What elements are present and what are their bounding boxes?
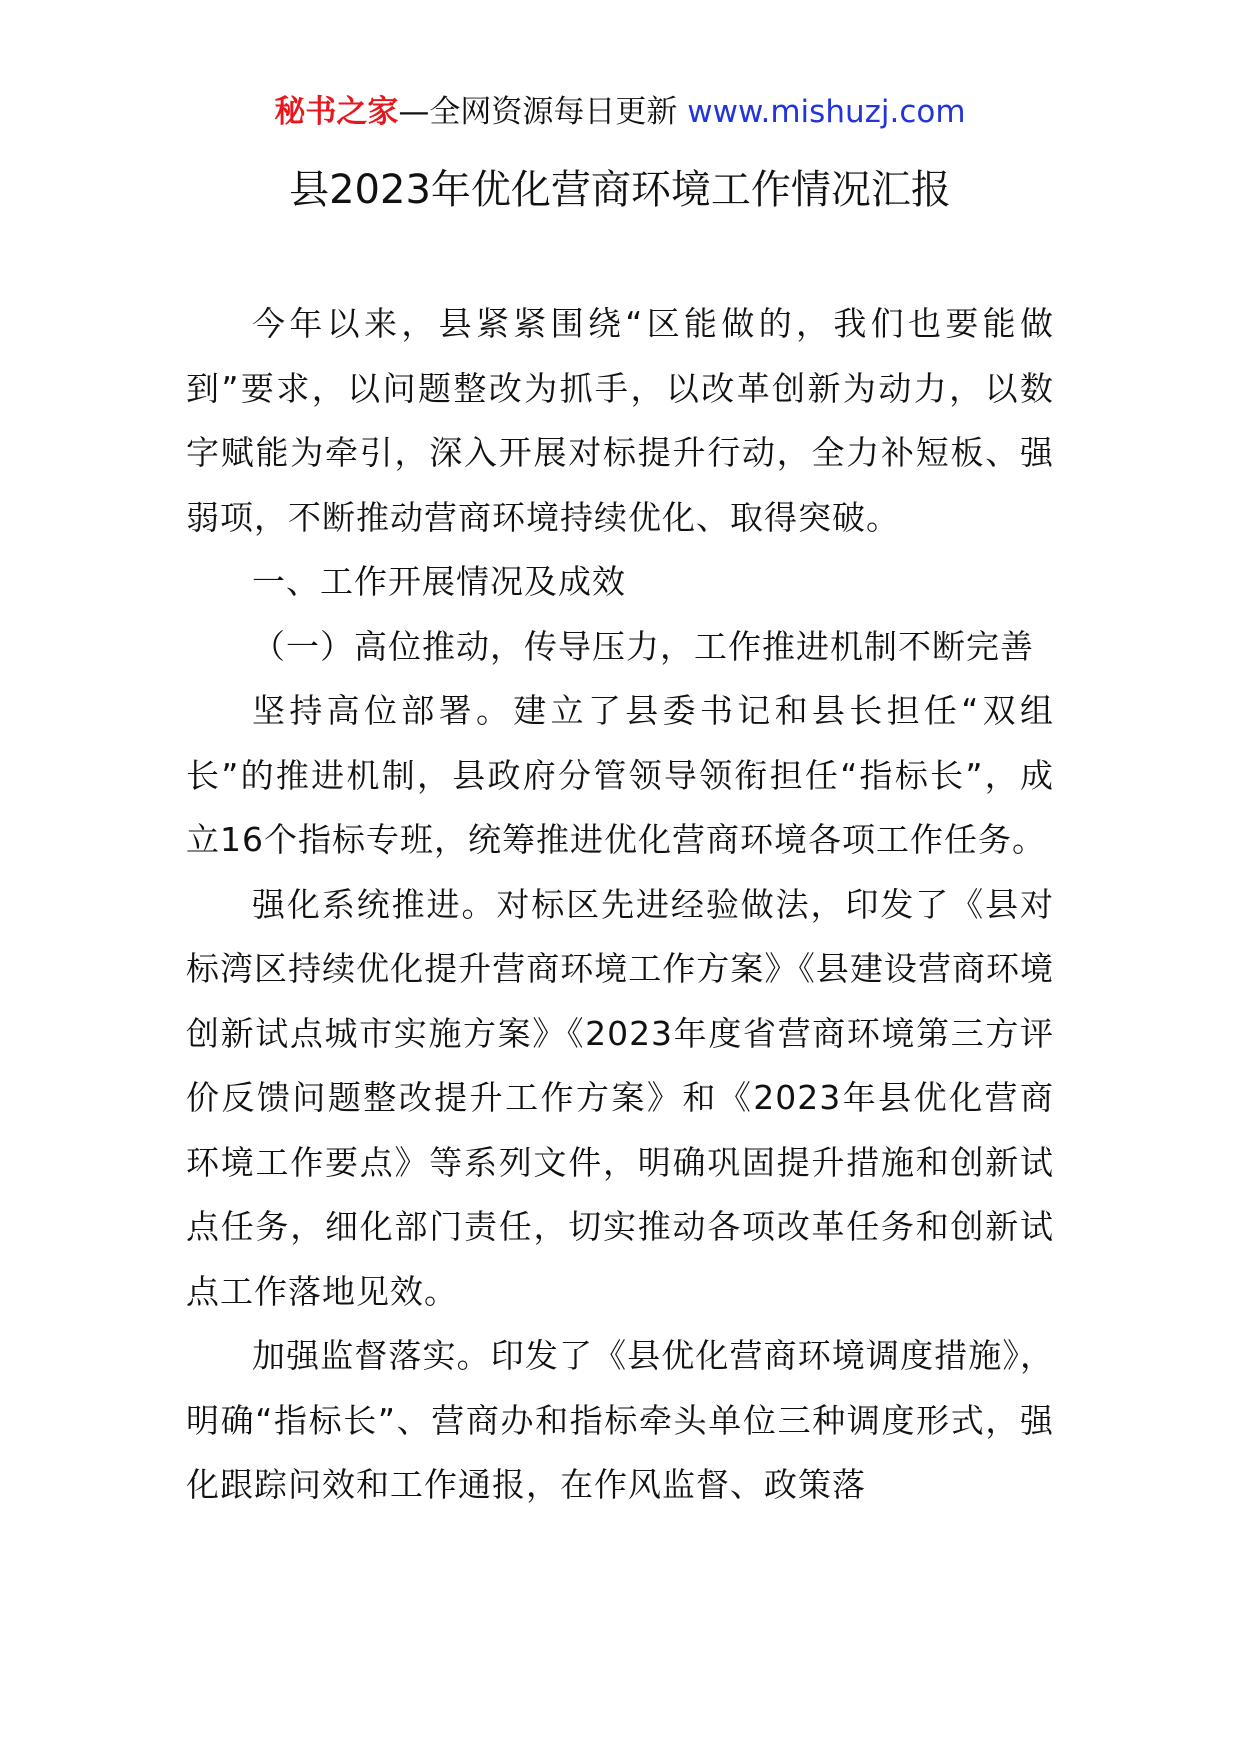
paragraph-system-advancement: 强化系统推进。对标区先进经验做法，印发了《县对标湾区持续优化提升营商环境工作方案》《县建设营商环境创新试点城市实施方案》《2023年度省营商环境第三方评价反馈问题整改提升工作方案》和《2023年县优化营商环境工作要点》等系列文件，明确巩固提升措施和创新试点任务，细化部门责任，切实推动各项改革任务和创新试点工作落地见效。 (186, 884, 1054, 1311)
paragraph-supervision: 加强监督落实。印发了《县优化营商环境调度措施》，明确“指标长”、营商办和指标牵头单位三种调度形式，强化跟踪问效和工作通报，在作风监督、政策落 (186, 1336, 1054, 1504)
document-title: 县2023年优化营商环境工作情况汇报 (289, 167, 951, 213)
site-slogan: —全网资源每日更新 (398, 94, 688, 130)
paragraph-intro: 今年以来，县紧紧围绕“区能做的，我们也要能做到”要求，以问题整改为抓手，以改革创新为动力，以数字赋能为牵引，深入开展对标提升行动，全力补短板、强弱项，不断推动营商环境持续优化、取得突破。 (186, 304, 1054, 537)
document-body (186, 292, 1054, 1518)
section-heading-1: 一、工作开展情况及成效 (252, 562, 626, 601)
subsection-heading-1: （一）高位推动，传导压力，工作推进机制不断完善 (252, 626, 1034, 666)
site-url: www.mishuzj.com (687, 94, 966, 130)
paragraph-high-level-deployment: 坚持高位部署。建立了县委书记和县长担任“双组长”的推进机制，县政府分管领导领衔担任“指标长”，成立16个指标专班，统筹推进优化营商环境各项工作任务。 (186, 691, 1054, 859)
watermark-header (0, 92, 1240, 132)
site-brand: 秘书之家 (274, 94, 399, 130)
